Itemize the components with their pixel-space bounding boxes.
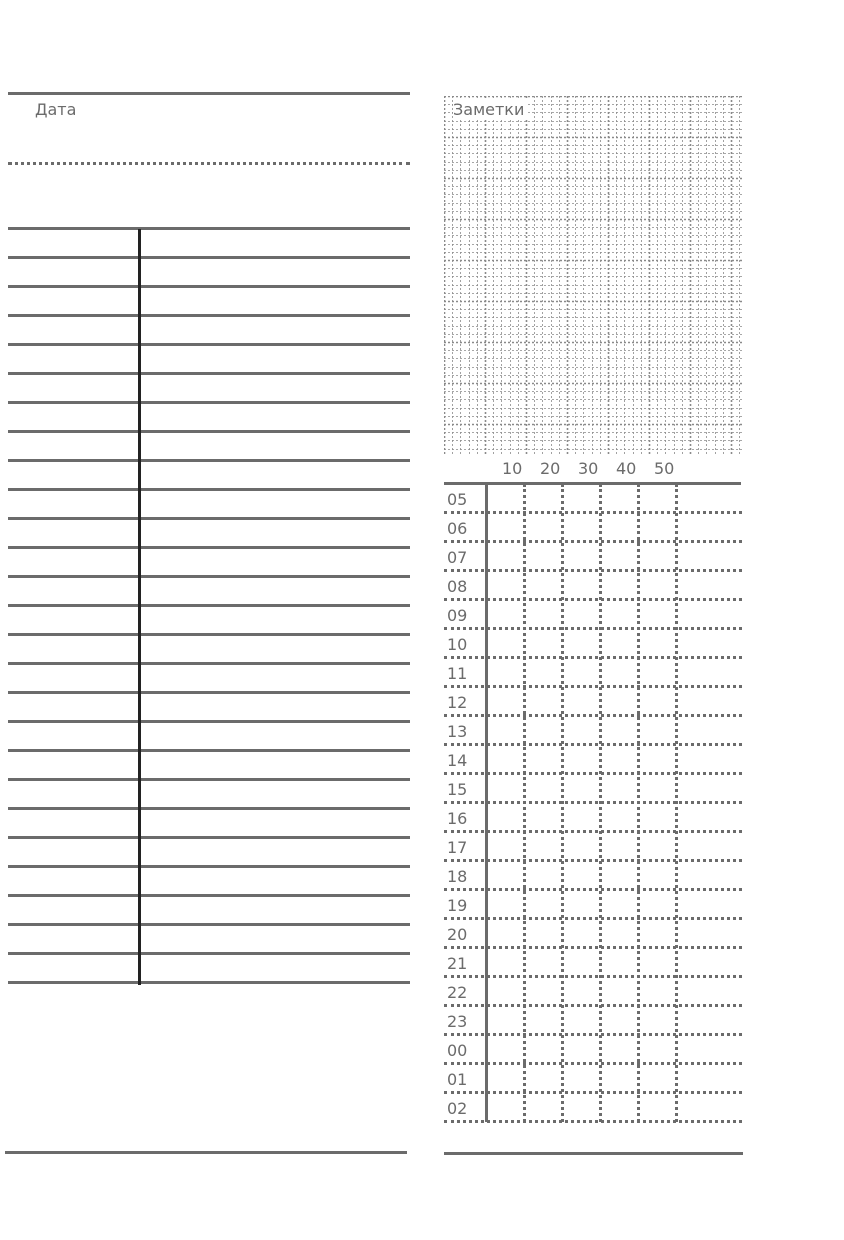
task-line[interactable] — [8, 430, 410, 433]
task-column-divider — [138, 229, 141, 985]
task-line[interactable] — [8, 836, 410, 839]
hour-label: 05 — [447, 490, 468, 509]
hour-row-line[interactable] — [444, 888, 742, 891]
task-line[interactable] — [8, 633, 410, 636]
hour-label: 07 — [447, 548, 468, 567]
notes-label: Заметки — [453, 100, 528, 119]
task-line[interactable] — [8, 227, 410, 230]
hour-label: 09 — [447, 606, 468, 625]
hour-row-line[interactable] — [444, 1033, 742, 1036]
hour-row-line[interactable] — [444, 801, 742, 804]
hour-label: 01 — [447, 1070, 468, 1089]
minute-column-divider — [637, 484, 640, 1122]
hour-label: 08 — [447, 577, 468, 596]
task-line[interactable] — [8, 401, 410, 404]
minute-column-divider — [675, 484, 678, 1122]
hour-label: 15 — [447, 780, 468, 799]
hour-row-line[interactable] — [444, 975, 742, 978]
hour-label: 23 — [447, 1012, 468, 1031]
hour-label: 10 — [447, 635, 468, 654]
minute-label: 30 — [578, 459, 599, 478]
hour-label: 11 — [447, 664, 468, 683]
task-line[interactable] — [8, 865, 410, 868]
minute-column-divider — [523, 484, 526, 1122]
hour-row-line[interactable] — [444, 743, 742, 746]
hour-label: 12 — [447, 693, 468, 712]
task-line[interactable] — [8, 575, 410, 578]
hour-row-line[interactable] — [444, 1062, 742, 1065]
hour-row-line[interactable] — [444, 917, 742, 920]
hour-row-line[interactable] — [444, 859, 742, 862]
hour-row-line[interactable] — [444, 772, 742, 775]
hour-row-line[interactable] — [444, 946, 742, 949]
minute-label: 50 — [654, 459, 675, 478]
hour-label: 18 — [447, 867, 468, 886]
task-line[interactable] — [8, 256, 410, 259]
task-line[interactable] — [8, 604, 410, 607]
task-line[interactable] — [8, 546, 410, 549]
notes-grid[interactable] — [444, 96, 742, 454]
hour-row-line[interactable] — [444, 1120, 742, 1123]
hour-row-line[interactable] — [444, 685, 742, 688]
hour-label: 00 — [447, 1041, 468, 1060]
task-line[interactable] — [8, 807, 410, 810]
task-line[interactable] — [8, 314, 410, 317]
task-line[interactable] — [8, 517, 410, 520]
minute-label: 10 — [502, 459, 523, 478]
minute-column-divider — [561, 484, 564, 1122]
hour-row-line[interactable] — [444, 656, 742, 659]
task-line[interactable] — [8, 691, 410, 694]
task-line[interactable] — [8, 285, 410, 288]
hour-label: 13 — [447, 722, 468, 741]
schedule-top-rule — [444, 482, 741, 485]
task-line[interactable] — [8, 343, 410, 346]
hour-label: 19 — [447, 896, 468, 915]
hour-row-line[interactable] — [444, 598, 742, 601]
task-line[interactable] — [8, 952, 410, 955]
hour-label: 06 — [447, 519, 468, 538]
hour-row-line[interactable] — [444, 1091, 742, 1094]
task-line — [8, 981, 410, 984]
bottom-rule-left — [5, 1151, 407, 1154]
hour-row-line[interactable] — [444, 511, 742, 514]
task-line[interactable] — [8, 662, 410, 665]
hour-label: 17 — [447, 838, 468, 857]
date-top-rule — [8, 92, 410, 95]
hour-label: 22 — [447, 983, 468, 1002]
bottom-rule-right — [444, 1152, 743, 1155]
minute-label: 40 — [616, 459, 637, 478]
hour-label: 20 — [447, 925, 468, 944]
hour-row-line[interactable] — [444, 569, 742, 572]
minute-label: 20 — [540, 459, 561, 478]
date-entry-line[interactable] — [8, 162, 410, 165]
date-label: Дата — [35, 100, 77, 119]
task-line[interactable] — [8, 459, 410, 462]
task-line[interactable] — [8, 923, 410, 926]
task-line[interactable] — [8, 488, 410, 491]
task-line[interactable] — [8, 720, 410, 723]
task-line[interactable] — [8, 778, 410, 781]
minute-column-divider — [599, 484, 602, 1122]
hour-label: 21 — [447, 954, 468, 973]
hour-column-divider — [485, 484, 488, 1122]
hour-row-line[interactable] — [444, 1004, 742, 1007]
hour-row-line[interactable] — [444, 714, 742, 717]
hour-label: 14 — [447, 751, 468, 770]
hour-label: 02 — [447, 1099, 468, 1118]
task-line[interactable] — [8, 894, 410, 897]
hour-row-line[interactable] — [444, 627, 742, 630]
task-line[interactable] — [8, 372, 410, 375]
task-line[interactable] — [8, 749, 410, 752]
hour-label: 16 — [447, 809, 468, 828]
hour-row-line[interactable] — [444, 830, 742, 833]
hour-row-line[interactable] — [444, 540, 742, 543]
